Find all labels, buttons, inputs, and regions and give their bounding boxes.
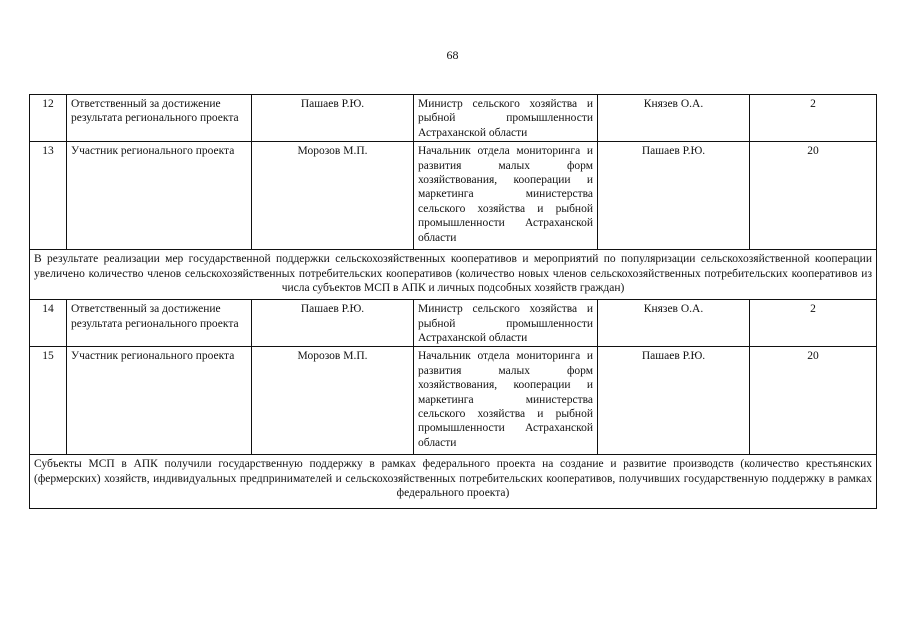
table-row: [30, 142, 877, 250]
row-role: Ответственный за достижение результата регионального проекта: [67, 300, 252, 347]
table-row: [30, 300, 877, 347]
row-position: Начальник отдела мониторинга и развития малых форм хозяйствования, кооперации и маркетинга министерства сельского хозяйства и рыбной промышленности Астраханской области: [414, 347, 598, 455]
row-name: Пашаев Р.Ю.: [252, 300, 414, 347]
row-number: 15: [30, 347, 67, 455]
table-row: [30, 95, 877, 142]
row-role: Участник регионального проекта: [67, 347, 252, 455]
row-role: Ответственный за достижение результата регионального проекта: [67, 95, 252, 142]
result-note: Субъекты МСП в АПК получили государственную поддержку в рамках федерального проекта на создание и развитие производств (количество крестьянских (фермерских) хозяйств, индивидуальных предпринимателей и сельскохозяйственных потребительских кооперативов, получивших государственную поддержку в рамках федерального проекта): [30, 455, 877, 509]
row-name: Морозов М.П.: [252, 347, 414, 455]
row-supervisor: Князев О.А.: [598, 95, 750, 142]
result-note-row: [30, 250, 877, 300]
table-row: [30, 347, 877, 455]
row-employment-share: 2: [750, 95, 877, 142]
row-position: Начальник отдела мониторинга и развития малых форм хозяйствования, кооперации и маркетинга министерства сельского хозяйства и рыбной промышленности Астраханской области: [414, 142, 598, 250]
row-position: Министр сельского хозяйства и рыбной промышленности Астраханской области: [414, 300, 598, 347]
row-position: Министр сельского хозяйства и рыбной промышленности Астраханской области: [414, 95, 598, 142]
row-supervisor: Князев О.А.: [598, 300, 750, 347]
row-supervisor: Пашаев Р.Ю.: [598, 142, 750, 250]
row-number: 14: [30, 300, 67, 347]
result-note-row: [30, 455, 877, 509]
row-employment-share: 2: [750, 300, 877, 347]
row-name: Пашаев Р.Ю.: [252, 95, 414, 142]
row-name: Морозов М.П.: [252, 142, 414, 250]
project-participants-table: [29, 94, 877, 509]
row-employment-share: 20: [750, 142, 877, 250]
page-number: 68: [446, 48, 459, 62]
result-note: В результате реализации мер государственной поддержки сельскохозяйственных кооперативов и мероприятий по популяризации сельскохозяйственной кооперации увеличено количество членов сельскохозяйственных потребительских кооперативов (количество новых членов сельскохозяйственных потребительских кооперативов из числа субъектов МСП в АПК и личных подсобных хозяйств граждан): [30, 250, 877, 300]
row-supervisor: Пашаев Р.Ю.: [598, 347, 750, 455]
row-employment-share: 20: [750, 347, 877, 455]
row-role: Участник регионального проекта: [67, 142, 252, 250]
row-number: 12: [30, 95, 67, 142]
row-number: 13: [30, 142, 67, 250]
